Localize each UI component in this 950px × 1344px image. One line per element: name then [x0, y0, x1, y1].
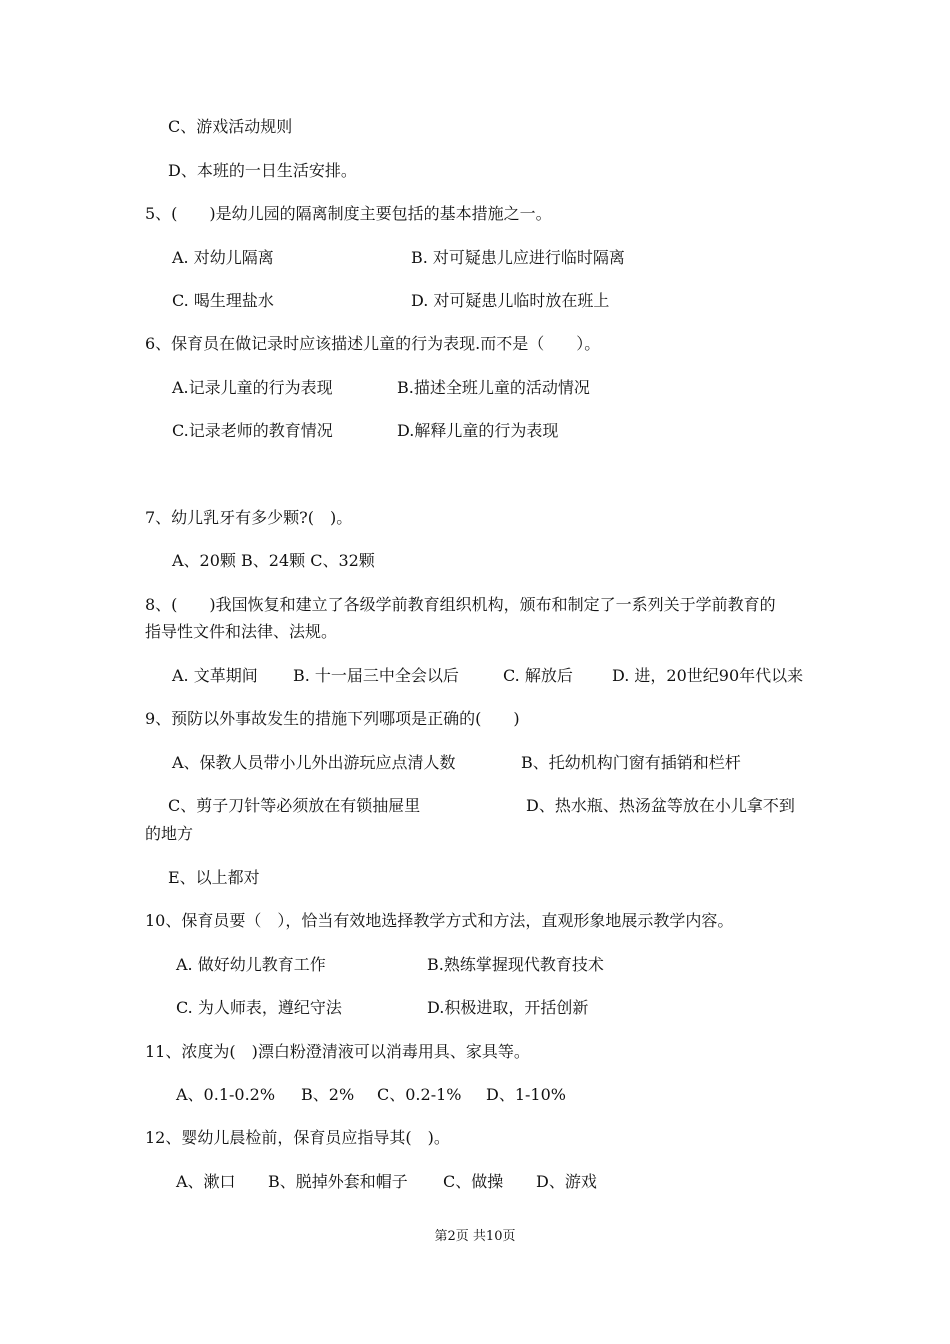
text-line: C. 为人师表，遵纪守法: [176, 998, 342, 1017]
text-line: B、脱掉外套和帽子: [268, 1172, 408, 1191]
text-line: D. 进，20世纪90年代以来: [612, 666, 804, 685]
text-line: D. 对可疑患儿临时放在班上: [411, 291, 610, 310]
text-line: A.记录儿童的行为表现: [172, 378, 333, 397]
text-line: C.记录老师的教育情况: [172, 421, 333, 440]
text-line: A. 对幼儿隔离: [172, 248, 274, 267]
page-footer: 第2页 共10页: [434, 1229, 516, 1244]
text-line: 10、保育员要（ ），恰当有效地选择教学方式和方法，直观形象地展示教学内容。: [145, 911, 734, 930]
text-line: A、漱口: [176, 1172, 236, 1191]
text-line: D、热水瓶、热汤盆等放在小儿拿不到: [526, 796, 795, 815]
text-line: B. 对可疑患儿应进行临时隔离: [411, 248, 625, 267]
text-line: 12、婴幼儿晨检前，保育员应指导其( )。: [145, 1128, 450, 1147]
text-line: 5、( )是幼儿园的隔离制度主要包括的基本措施之一。: [145, 204, 552, 223]
text-line: A. 做好幼儿教育工作: [176, 955, 326, 974]
text-line: A. 文革期间: [172, 666, 258, 685]
text-line: E、以上都对: [168, 868, 260, 887]
text-line: 指导性文件和法律、法规。: [145, 622, 338, 641]
text-line: 的地方: [145, 824, 194, 843]
text-line: D、游戏: [536, 1172, 597, 1191]
text-line: B、托幼机构门窗有插销和栏杆: [521, 753, 741, 772]
text-line: C、做操: [443, 1172, 504, 1191]
text-line: A、0.1-0.2%: [176, 1085, 276, 1104]
text-line: B. 十一届三中全会以后: [293, 666, 459, 685]
text-line: C、0.2-1%: [377, 1085, 462, 1104]
text-line: C. 喝生理盐水: [172, 291, 274, 310]
text-line: C、游戏活动规则: [168, 117, 293, 136]
text-line: A、保教人员带小儿外出游玩应点清人数: [172, 753, 456, 772]
text-line: D、1-10%: [486, 1085, 566, 1104]
text-line: 8、( )我国恢复和建立了各级学前教育组织机构，颁布和制定了一系列关于学前教育的: [145, 595, 776, 614]
text-line: B、2%: [301, 1085, 355, 1104]
text-line: C、剪子刀针等必须放在有锁抽屉里: [168, 796, 421, 815]
text-line: D、本班的一日生活安排。: [168, 161, 357, 180]
text-line: B.熟练掌握现代教育技术: [427, 955, 604, 974]
text-line: 7、幼儿乳牙有多少颗?( )。: [145, 508, 353, 527]
text-line: C. 解放后: [503, 666, 573, 685]
text-line: 11、浓度为( )漂白粉澄清液可以消毒用具、家具等。: [145, 1042, 530, 1061]
text-line: A、20颗 B、24颗 C、32颗: [172, 551, 375, 570]
text-line: D.解释儿童的行为表现: [397, 421, 559, 440]
text-line: B.描述全班儿童的活动情况: [397, 378, 590, 397]
text-line: D.积极进取，开括创新: [427, 998, 589, 1017]
text-line: 6、保育员在做记录时应该描述儿童的行为表现.而不是（ ）。: [145, 334, 601, 353]
text-line: 9、预防以外事故发生的措施下列哪项是正确的( ): [145, 709, 520, 728]
